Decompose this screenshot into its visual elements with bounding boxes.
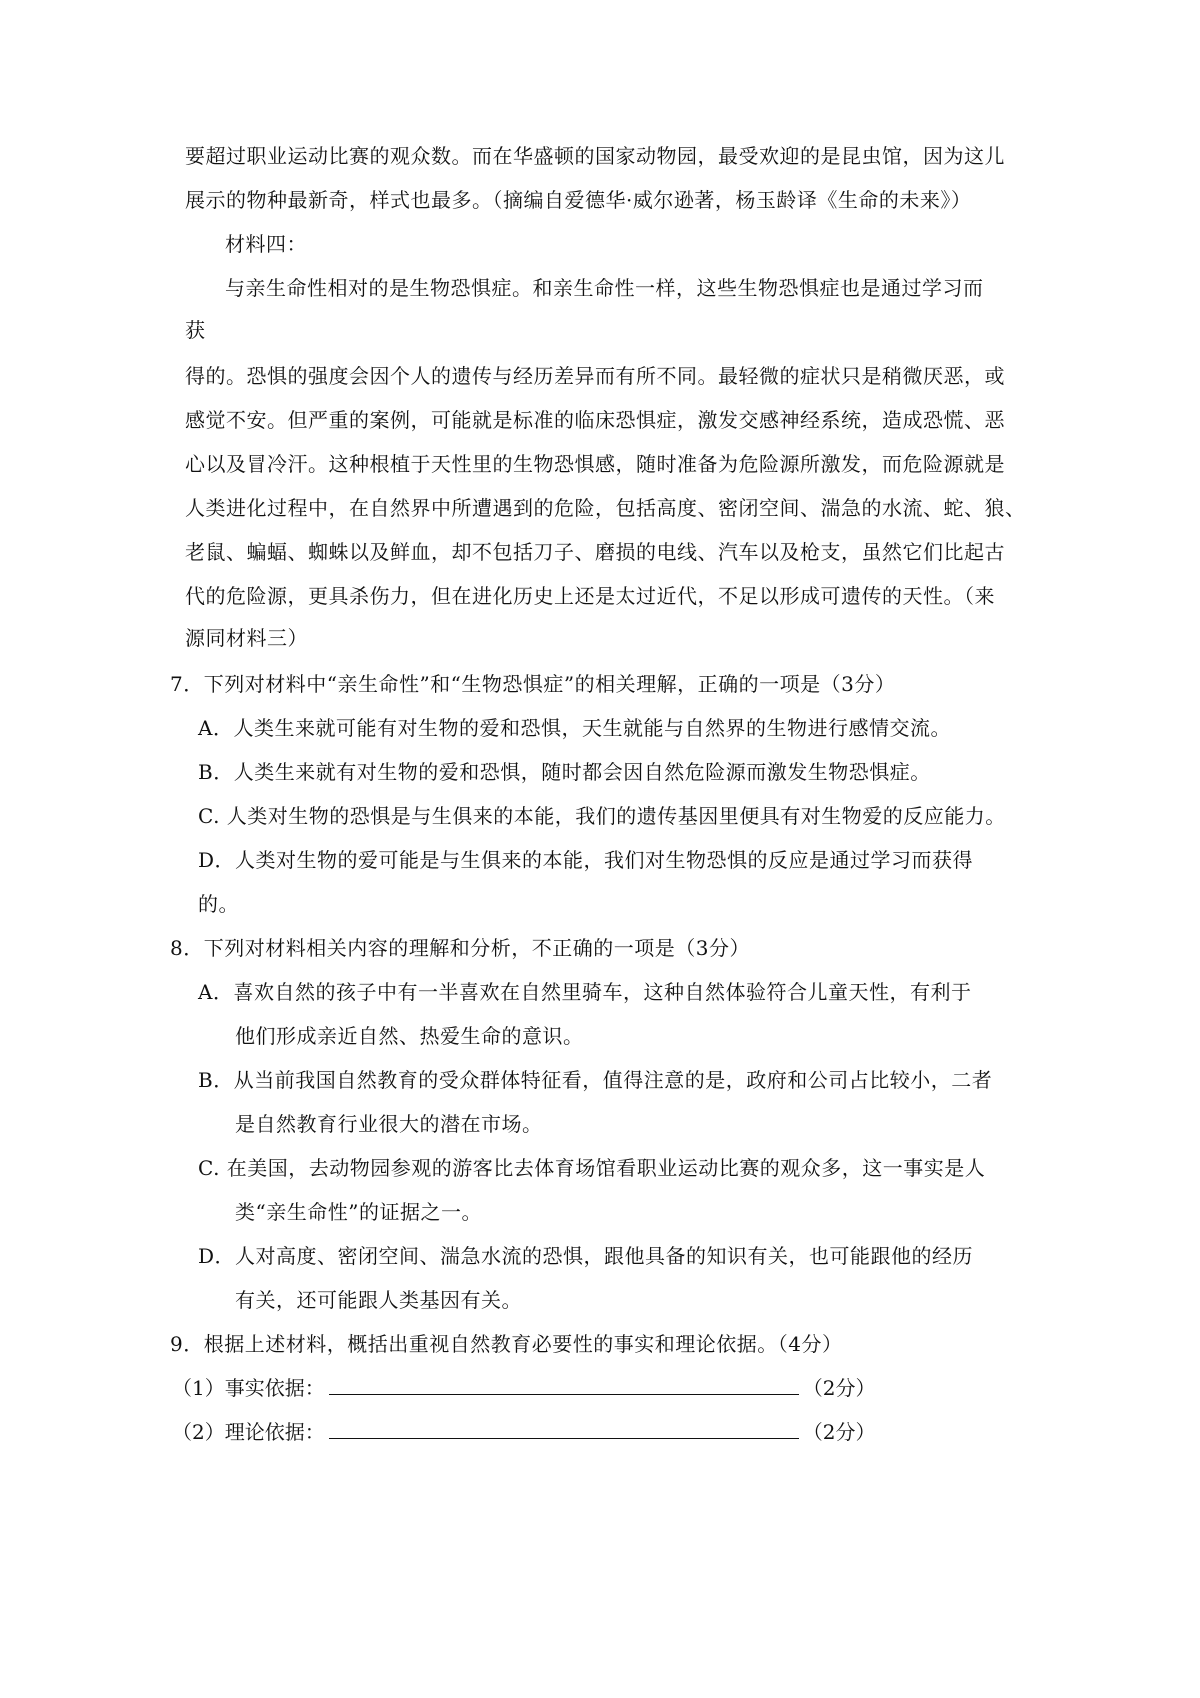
text-line: 要超过职业运动比赛的观众数。而在华盛顿的国家动物园，最受欢迎的是昆虫馆，因为这儿 — [185, 144, 1005, 168]
theory-points: （2分） — [802, 1420, 876, 1444]
question-9: 9．根据上述材料，概括出重视自然教育必要性的事实和理论依据。（4分） — [170, 1332, 843, 1356]
q8-option-a-cont: 他们形成亲近自然、热爱生命的意识。 — [235, 1024, 584, 1048]
fact-answer-blank[interactable] — [329, 1374, 799, 1395]
q8-option-a: A．喜欢自然的孩子中有一半喜欢在自然里骑车，这种自然体验符合儿童天性，有利于 — [198, 980, 972, 1004]
text-line: 得的。恐惧的强度会因个人的遗传与经历差异而有所不同。最轻微的症状只是稍微厌恶，或 — [185, 364, 1005, 388]
text-line: 老鼠、蝙蝠、蜘蛛以及鲜血，却不包括刀子、磨损的电线、汽车以及枪支，虽然它们比起古 — [185, 540, 1005, 564]
q8-option-d: D．人对高度、密闭空间、湍急水流的恐惧，跟他具备的知识有关，也可能跟他的经历 — [198, 1244, 974, 1268]
text-line: 获 — [185, 318, 206, 342]
text-line: 感觉不安。但严重的案例，可能就是标准的临床恐惧症，激发交感神经系统，造成恐慌、恶 — [185, 408, 1005, 432]
q7-option-d: D．人类对生物的爱可能是与生俱来的本能，我们对生物恐惧的反应是通过学习而获得 — [198, 848, 974, 872]
q7-option-a: A．人类生来就可能有对生物的爱和恐惧，天生就能与自然界的生物进行感情交流。 — [198, 716, 951, 740]
text-line: 心以及冒冷汗。这种根植于天性里的生物恐惧感，随时准备为危险源所激发，而危险源就是 — [185, 452, 1005, 476]
q8-option-b: B．从当前我国自然教育的受众群体特征看，值得注意的是，政府和公司占比较小，二者 — [198, 1068, 993, 1092]
section-heading: 材料四： — [225, 232, 307, 256]
text-line: 源同材料三） — [185, 626, 308, 650]
q8-option-c: C. 在美国，去动物园参观的游客比去体育场馆看职业运动比赛的观众多，这一事实是人 — [198, 1156, 986, 1180]
question-7: 7．下列对材料中“亲生命性”和“生物恐惧症”的相关理解，正确的一项是（3分） — [170, 672, 896, 696]
q7-option-c: C. 人类对生物的恐惧是与生俱来的本能，我们的遗传基因里便具有对生物爱的反应能力。 — [198, 804, 1006, 828]
q7-option-d-cont: 的。 — [198, 892, 239, 916]
text-line: 展示的物种最新奇，样式也最多。（摘编自爱德华·威尔逊著，杨玉龄译《生命的未来》） — [185, 188, 972, 212]
fact-points: （2分） — [802, 1376, 876, 1400]
text-line: 与亲生命性相对的是生物恐惧症。和亲生命性一样，这些生物恐惧症也是通过学习而 — [225, 276, 984, 300]
fact-answer-row — [172, 1374, 875, 1402]
theory-answer-blank[interactable] — [329, 1418, 799, 1439]
q7-option-b: B．人类生来就有对生物的爱和恐惧，随时都会因自然危险源而激发生物恐惧症。 — [198, 760, 931, 784]
question-8: 8．下列对材料相关内容的理解和分析，不正确的一项是（3分） — [170, 936, 750, 960]
q8-option-d-cont: 有关，还可能跟人类基因有关。 — [235, 1288, 522, 1312]
q8-option-c-cont: 类“亲生命性”的证据之一。 — [235, 1200, 482, 1224]
fact-label: （1）事实依据： — [172, 1376, 325, 1400]
text-line: 人类进化过程中，在自然界中所遭遇到的危险，包括高度、密闭空间、湍急的水流、蛇、狼、 — [185, 496, 1026, 520]
q8-option-b-cont: 是自然教育行业很大的潜在市场。 — [235, 1112, 543, 1136]
text-line: 代的危险源，更具杀伤力，但在进化历史上还是太过近代，不足以形成可遗传的天性。（来 — [185, 584, 995, 608]
theory-label: （2）理论依据： — [172, 1420, 325, 1444]
theory-answer-row — [172, 1418, 875, 1446]
